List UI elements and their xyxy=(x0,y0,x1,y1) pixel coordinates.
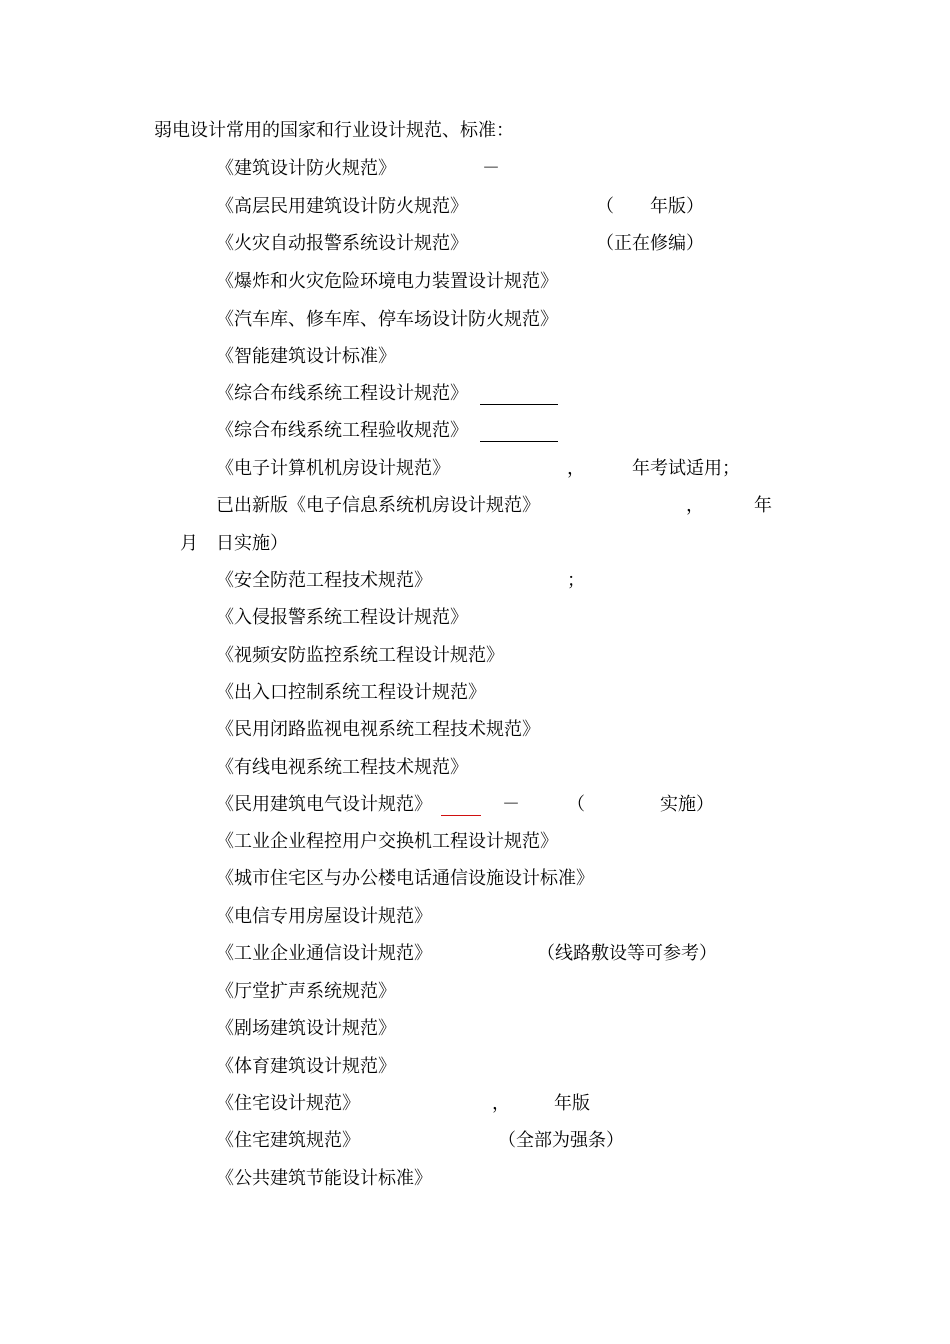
edition-open-paren: （ xyxy=(596,196,614,217)
standard-access-control: 《出入口控制系统工程设计规范》 xyxy=(216,682,486,703)
standard-residential-building: 《住宅建筑规范》 xyxy=(216,1130,360,1151)
red-underline xyxy=(441,815,481,816)
document-heading: 弱电设计常用的国家和行业设计规范、标准： xyxy=(154,120,514,141)
standard-security-tech: 《安全防范工程技术规范》 xyxy=(216,570,432,591)
standard-civil-electrical: 《民用建筑电气设计规范》 xyxy=(216,794,432,815)
standard-industrial-comm: 《工业企业通信设计规范》 xyxy=(216,943,432,964)
standard-cable-tv: 《有线电视系统工程技术规范》 xyxy=(216,757,468,778)
open-paren: （ xyxy=(567,794,585,815)
comma: ， xyxy=(686,495,704,516)
month-label: 月 xyxy=(180,533,198,554)
standard-telecom-building: 《电信专用房屋设计规范》 xyxy=(216,906,432,927)
standard-sound-reinforcement: 《厅堂扩声系统规范》 xyxy=(216,981,396,1002)
revision-note: （正在修编） xyxy=(596,233,704,254)
standard-cabling-acceptance: 《综合布线系统工程验收规范》 xyxy=(216,420,468,441)
implementation-note: 实施） xyxy=(660,794,714,815)
standard-garage-fire: 《汽车库、修车库、停车场设计防火规范》 xyxy=(216,309,558,330)
mandatory-note: （全部为强条） xyxy=(498,1130,624,1151)
comma: ， xyxy=(567,458,585,479)
standard-explosion-hazard: 《爆炸和火灾危险环境电力装置设计规范》 xyxy=(216,271,558,292)
semicolon: ； xyxy=(567,570,585,591)
standard-computer-room: 《电子计算机机房设计规范》 xyxy=(216,458,450,479)
effective-date-note: 日实施） xyxy=(216,533,288,554)
edition-note: 年版） xyxy=(650,196,704,217)
standard-telephone-facilities: 《城市住宅区与办公楼电话通信设施设计标准》 xyxy=(216,868,594,889)
blank-underline xyxy=(480,441,558,442)
standard-number-dash: － xyxy=(502,794,520,815)
standard-pbx: 《工业企业程控用户交换机工程设计规范》 xyxy=(216,831,558,852)
standard-fire-alarm: 《火灾自动报警系统设计规范》 xyxy=(216,233,468,254)
year-label: 年 xyxy=(754,495,772,516)
blank-underline xyxy=(480,404,558,405)
standard-video-surveillance: 《视频安防监控系统工程设计规范》 xyxy=(216,645,504,666)
standard-theater: 《剧场建筑设计规范》 xyxy=(216,1018,396,1039)
standard-intrusion-alarm: 《入侵报警系统工程设计规范》 xyxy=(216,607,468,628)
reference-note: （线路敷设等可参考） xyxy=(537,943,717,964)
standard-energy-efficiency: 《公共建筑节能设计标准》 xyxy=(216,1168,432,1189)
standard-data-center-new: 已出新版《电子信息系统机房设计规范》 xyxy=(216,495,540,516)
exam-note: 年考试适用； xyxy=(632,458,740,479)
standard-number-dash: － xyxy=(482,158,500,179)
standard-residential-design: 《住宅设计规范》 xyxy=(216,1093,360,1114)
standard-cabling-design: 《综合布线系统工程设计规范》 xyxy=(216,383,468,404)
edition-note: 年版 xyxy=(554,1093,590,1114)
comma: ， xyxy=(492,1093,510,1114)
standard-intelligent-building: 《智能建筑设计标准》 xyxy=(216,346,396,367)
standard-sports: 《体育建筑设计规范》 xyxy=(216,1056,396,1077)
standard-fire-code-highrise: 《高层民用建筑设计防火规范》 xyxy=(216,196,468,217)
standard-fire-code-building: 《建筑设计防火规范》 xyxy=(216,158,396,179)
standard-cctv: 《民用闭路监视电视系统工程技术规范》 xyxy=(216,719,540,740)
